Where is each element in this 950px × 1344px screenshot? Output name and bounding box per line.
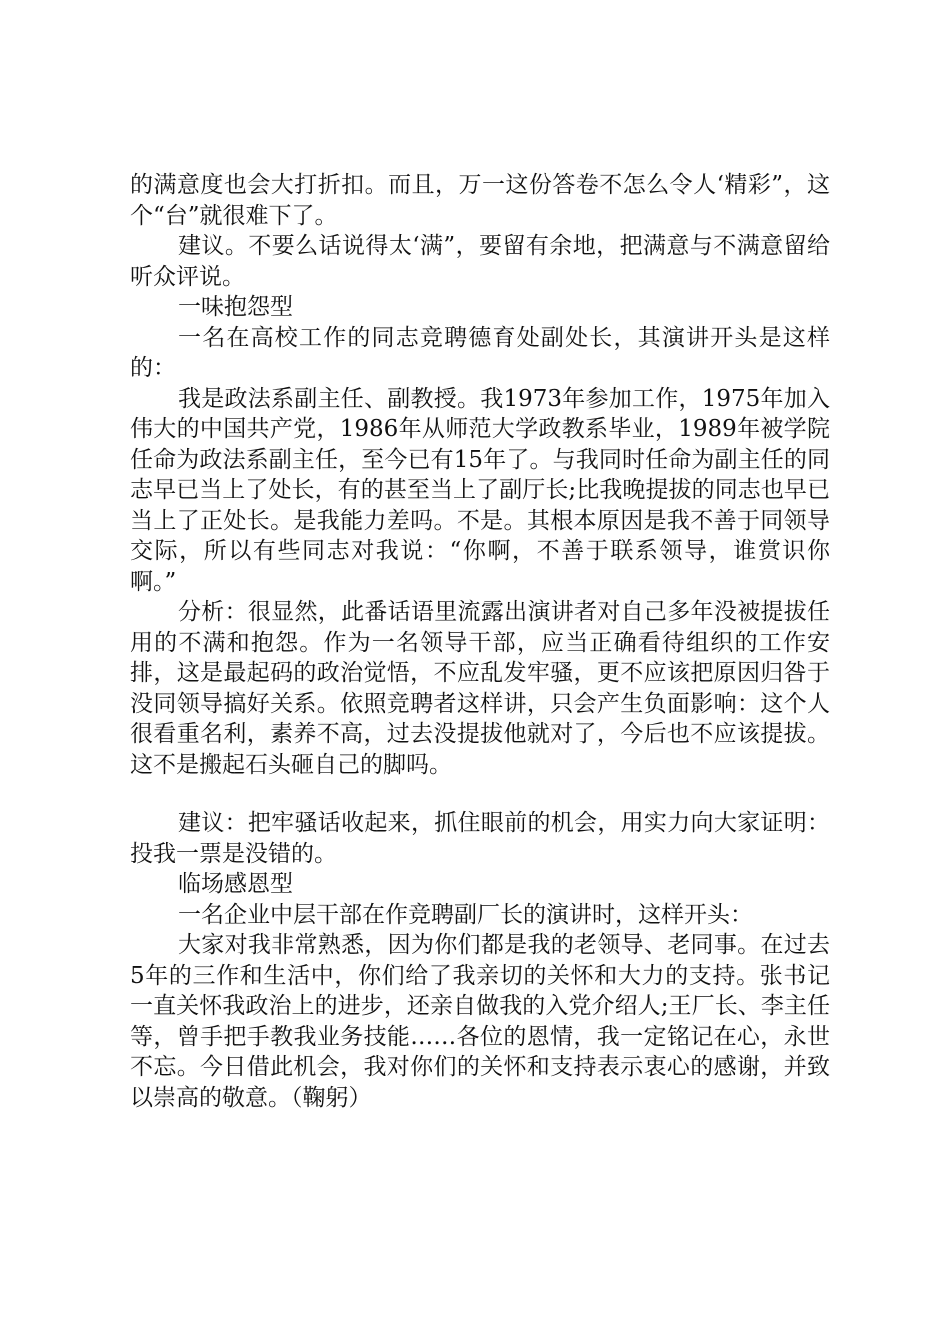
section-heading-complaint: 一味抱怨型 xyxy=(178,294,293,320)
paragraph-complaint-speech: 我是政法系副主任、副教授。我1973年参加工作，1975年加入伟大的中国共产党，1986年从师范大学政教系毕业，1989年被学院任命为政法系副主任，至今已有15年了。与我同时任命为副主任的同志早已当上了处长，有的甚至当上了副厅长;比我晚提拔的同志也早已当上了正处长。是我能力差吗。不是。其根本原因是我不善于同领导交际，所以有些同志对我说：“你啊，不善于联系领导，谁赏识你啊。” xyxy=(130,385,830,595)
document-body xyxy=(130,170,830,1113)
paragraph-continuation: 的满意度也会大打折扣。而且，万一这份答卷不怎么令人‘精彩”，这个“台”就很难下了。 xyxy=(130,172,830,229)
paragraph-spacer xyxy=(130,780,830,808)
paragraph-suggestion-2: 建议：把牢骚话收起来，抓住眼前的机会，用实力向大家证明：投我一票是没错的。 xyxy=(130,810,830,867)
paragraph-gratitude-intro: 一名企业中层干部在作竞聘副厂长的演讲时，这样开头： xyxy=(178,901,753,928)
paragraph-suggestion-1: 建议。不要么话说得太‘满”，要留有余地，把满意与不满意留给听众评说。 xyxy=(130,233,830,290)
paragraph-analysis: 分析：很显然，此番话语里流露出演讲者对自己多年没被提拔任用的不满和抱怨。作为一名领导干部，应当正确看待组织的工作安排，这是最起码的政治觉悟，不应乱发牢骚，更不应该把原因归咎于没同领导搞好关系。依照竞聘者这样讲，只会产生负面影响：这个人很看重名利，素养不高，过去没提拔他就对了，今后也不应该提拔。这不是搬起石头砸自己的脚吗。 xyxy=(130,599,830,778)
paragraph-gratitude-speech: 大家对我非常熟悉，因为你们都是我的老领导、老同事。在过去5年的三作和生活中，你们给了我亲切的关怀和大力的支持。张书记一直关怀我政治上的进步，还亲自做我的入党介绍人;王厂长、李主任等，曾手把手教我业务技能……各位的恩情，我一定铭记在心，永世不忘。今日借此机会，我对你们的关怀和支持表示衷心的感谢，并致以崇高的敬意。（鞠躬） xyxy=(130,932,830,1111)
section-heading-gratitude: 临场感恩型 xyxy=(178,871,293,897)
paragraph-complaint-intro: 一名在高校工作的同志竞聘德育处副处长，其演讲开头是这样的： xyxy=(130,324,830,381)
